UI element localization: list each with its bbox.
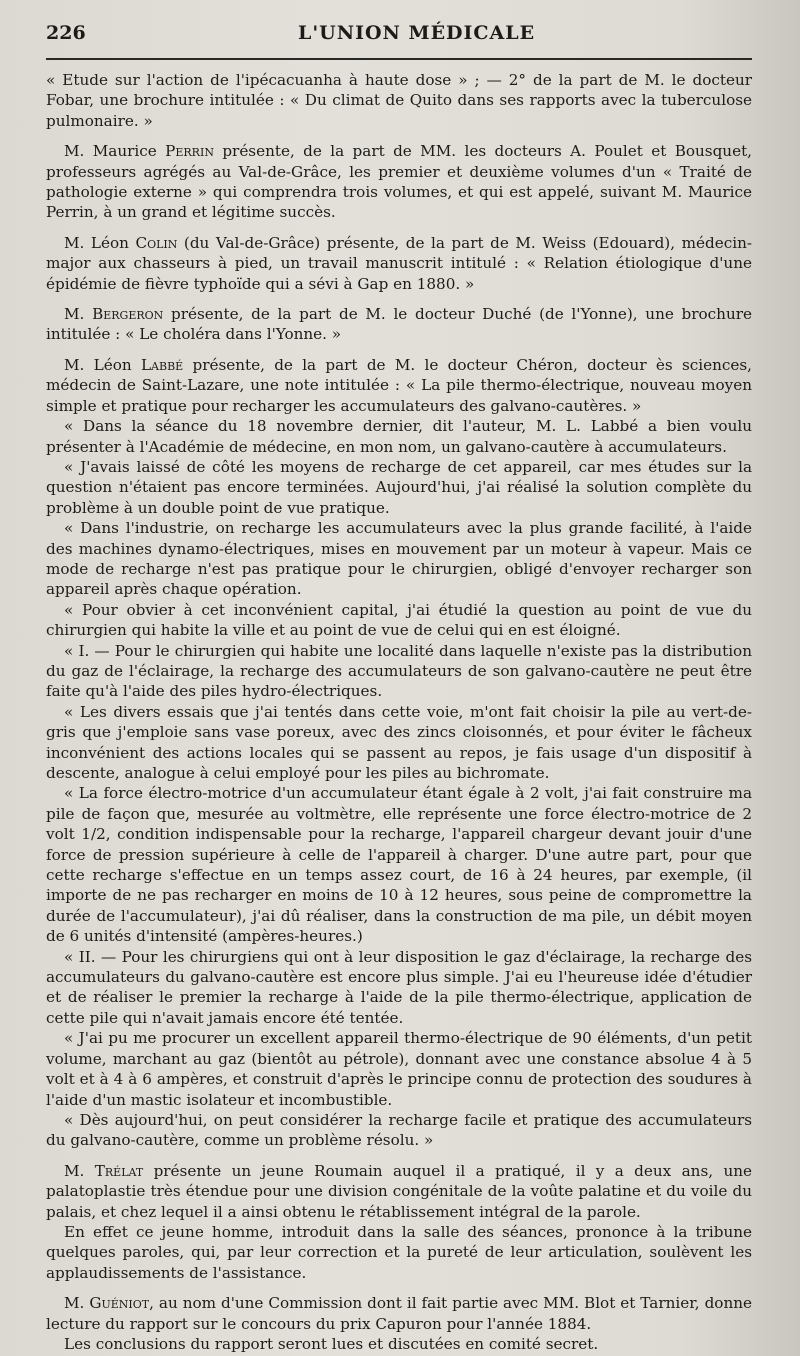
paragraph: « Etude sur l'action de l'ipécacuanha à haute dose » ; — 2° de la part de M. le docteur Fobar, une brochure intitulée : « Du climat de Quito dans ses rapports avec la tuberculose pulmonaire. » xyxy=(46,71,752,130)
speaker-name: Trélat xyxy=(94,1161,144,1180)
speaker-name: Bergeron xyxy=(92,305,164,324)
paragraph: « Dès aujourd'hui, on peut considérer la recharge facile et pratique des accumulateurs du galvano-cautère, comme un problème résolu. » xyxy=(46,1110,752,1150)
running-head xyxy=(46,22,752,60)
paragraph: « Pour obvier à cet inconvénient capital, j'ai étudié la question au point de vue du chirurgien qui habite la ville et au point de vue de celui qui en est éloigné. xyxy=(46,600,752,640)
paragraph: M. Léon Colin (du Val-de-Grâce) présente, de la part de M. Weiss (Edouard), médecin-major aux chasseurs à pied, un travail manuscrit intitulé : « Relation étiologique d'une épidémie de fièvre typhoïde qui a sévi à Gap en 1880. » xyxy=(46,233,752,293)
article-body xyxy=(46,70,752,1354)
paragraph: Les conclusions du rapport seront lues et discutées en comité secret. xyxy=(64,1334,599,1353)
journal-title: L'UNION MÉDICALE xyxy=(298,22,536,44)
paragraph: M. Maurice Perrin présente, de la part de MM. les docteurs A. Poulet et Bousquet, professeurs agrégés au Val-de-Grâce, les premier et deuxième volumes d'un « Traité de pathologie externe » qui comprendra trois volumes, et qui est appelé, suivant M. Maurice Perrin, à un grand et légitime succès. xyxy=(46,142,752,222)
speaker-name: Labbé xyxy=(140,355,184,374)
paragraph: « J'ai pu me procurer un excellent appareil thermo-électrique de 90 éléments, d'un petit volume, marchant au gaz (bientôt au pétrole), donnant avec une constance absolue 4 à 5 volt et à 4 à 6 ampères, et construit d'après le principe connu de protection des soudures à l'aide d'un mastic isolateur et incombustible. xyxy=(46,1029,752,1109)
paragraph: « I. — Pour le chirurgien qui habite une localité dans laquelle n'existe pas la distribution du gaz de l'éclairage, la recharge des accumulateurs de son galvano-cautère ne peut être faite qu'à l'aide des piles hydro-électriques. xyxy=(46,641,752,701)
paragraph: « Les divers essais que j'ai tentés dans cette voie, m'ont fait choisir la pile au vert-de-gris que j'emploie sans vase poreux, avec des zincs cloisonnés, et pour éviter le fâcheux inconvénient des actions locales qui se passent au repos, je fais usage d'un dispositif à descente, analogue à celui employé pour les piles au bichromate. xyxy=(46,702,752,782)
speaker-name: Perrin xyxy=(165,142,214,161)
paragraph: M. Guéniot, au nom d'une Commission dont il fait partie avec MM. Blot et Tarnier, donne lecture du rapport sur le concours du prix Capuron pour l'année 1884. xyxy=(46,1294,752,1333)
paragraph: « J'avais laissé de côté les moyens de recharge de cet appareil, car mes études sur la question n'étaient pas encore terminées. Aujourd'hui, j'ai réalisé la solution complète du problème à un double point de vue pratique. xyxy=(46,457,752,517)
paragraph: En effet ce jeune homme, introduit dans la salle des séances, prononce à la tribune quelques paroles, qui, par leur correction et la pureté de leur articulation, soulèvent les applaudissements de l'assistance. xyxy=(46,1222,752,1282)
paragraph: M. Bergeron présente, de la part de M. le docteur Duché (de l'Yonne), une brochure intitulée : « Le choléra dans l'Yonne. » xyxy=(46,305,752,344)
speaker-name: Guéniot xyxy=(89,1294,150,1313)
paragraph: « Dans la séance du 18 novembre dernier, dit l'auteur, M. L. Labbé a bien voulu présenter à l'Académie de médecine, en mon nom, un galvano-cautère à accumulateurs. xyxy=(46,417,752,456)
paragraph: M. Trélat présente un jeune Roumain auquel il a pratiqué, il y a deux ans, une palatoplastie très étendue pour une division congénitale de la voûte palatine et du voile du palais, et chez lequel il a ainsi obtenu le rétablissement intégral de la parole. xyxy=(46,1161,752,1221)
paragraph: « II. — Pour les chirurgiens qui ont à leur disposition le gaz d'éclairage, la recharge des accumulateurs du galvano-cautère est encore plus simple. J'ai eu l'heureuse idée d'étudier et de réaliser le premier la recharge à l'aide de la pile thermo-électrique, application de cette pile qui n'avait jamais encore été tentée. xyxy=(46,947,752,1027)
paragraph: « Dans l'industrie, on recharge les accumulateurs avec la plus grande facilité, à l'aide des machines dynamo-électriques, mises en mouvement par un moteur à vapeur. Mais ce mode de recharge n'est pas pratique pour le chirurgien, obligé d'envoyer recharger son appareil après chaque opération. xyxy=(46,519,752,599)
paragraph: « La force électro-motrice d'un accumulateur étant égale à 2 volt, j'ai fait construire ma pile de façon que, mesurée au voltmètre, elle représente une force électro-motrice de 2 volt 1/2, condition indispensable pour la recharge, l'appareil chargeur devant jouir d'une force de pression supérieure à celle de l'appareil à charger. D'une autre part, pour que cette recharge s'effectue en un temps assez court, de 16 à 24 heures, par exemple, (il importe de ne pas recharger en moins de 10 à 12 heures, sous peine de compromettre la durée de l'accumulateur), j'ai dû réaliser, dans la construction de ma pile, un débit moyen de 6 unités d'intensité (ampères-heures.) xyxy=(46,784,752,946)
paragraph: M. Léon Labbé présente, de la part de M. le docteur Chéron, docteur ès sciences, médecin de Saint-Lazare, une note intitulée : « La pile thermo-électrique, nouveau moyen simple et pratique pour recharger les accumulateurs des galvano-cautères. » xyxy=(46,355,752,415)
page-number: 226 xyxy=(46,22,86,44)
speaker-name: Colin xyxy=(135,233,178,252)
